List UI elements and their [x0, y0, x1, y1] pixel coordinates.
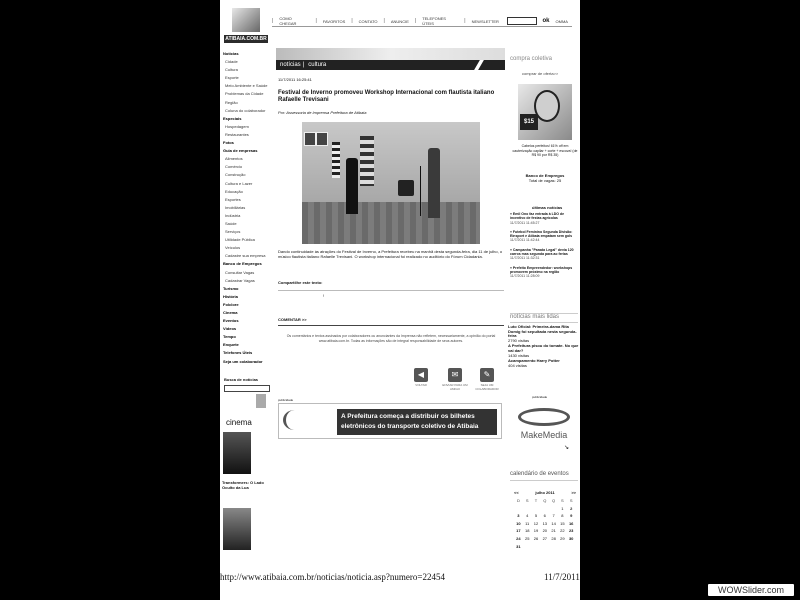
- calendar-weekday: Q: [543, 498, 547, 503]
- latest-news-headline: » Emil Ono faz entrada à LDO de incentivo de festas agrícolas: [510, 212, 565, 221]
- leftnav-item[interactable]: Banco de Empregos: [223, 261, 262, 267]
- most-read-views: 404 visitas: [508, 362, 527, 368]
- leftnav-item[interactable]: História: [223, 293, 238, 299]
- calendar-divider: [510, 480, 578, 481]
- leftnav-item[interactable]: Notícias: [223, 51, 239, 56]
- ad-banner-prefeitura[interactable]: [278, 403, 502, 439]
- calendar-weekday: D: [516, 498, 520, 503]
- calendar-weekday: S: [561, 498, 564, 503]
- calendar-day[interactable]: 1: [561, 505, 564, 511]
- calendar-day[interactable]: 27: [542, 535, 548, 541]
- comment-link[interactable]: COMENTAR >>: [278, 317, 307, 322]
- latest-news-date: 11/7/2011 11:28:09: [510, 274, 540, 279]
- share-label: Compartilhe este texto:: [278, 280, 323, 285]
- leftnav-item[interactable]: Esportes: [225, 196, 241, 202]
- calendar-day[interactable]: 19: [533, 528, 539, 534]
- leftnav-item[interactable]: Seja um colaborador: [223, 358, 263, 364]
- leftnav-item[interactable]: Alimentos: [225, 156, 243, 162]
- search-news-label: Busca de notícias: [224, 377, 259, 382]
- leftnav-item[interactable]: Guia de empresas: [223, 148, 258, 154]
- calendar-day[interactable]: 7: [552, 513, 555, 519]
- calendar-weekday: T: [534, 498, 538, 503]
- latest-news-date: 11/7/2011 11:45:27: [510, 220, 540, 225]
- calendar-day[interactable]: 15: [560, 520, 565, 526]
- latest-news-date: 11/7/2011 11:32:31: [510, 256, 540, 261]
- calendar-weekday: S: [569, 498, 573, 503]
- leftnav-item[interactable]: Meio Ambiente e Saúde: [225, 83, 268, 89]
- calendar-day[interactable]: 18: [524, 528, 530, 534]
- calendar-blank: [532, 505, 541, 513]
- page-url: http://www.atibaia.com.br/noticias/noticia.asp?numero=22454: [220, 572, 445, 582]
- slider-watermark[interactable]: WOWSlider.com: [708, 584, 794, 596]
- nav-contato[interactable]: CONTATO: [358, 18, 378, 24]
- leftnav-item[interactable]: Hospedagem: [225, 123, 249, 129]
- calendar-day[interactable]: 20: [542, 528, 548, 534]
- latest-news-title: últimas notícias: [532, 205, 563, 210]
- cinema-title: cinema: [226, 418, 252, 427]
- promo-image[interactable]: [518, 84, 572, 140]
- movie-caption[interactable]: Transformers: O Lado Oculto da Lua: [222, 480, 264, 490]
- ad-label-right: publicidade: [532, 395, 548, 399]
- back-button[interactable]: ◀ VOLTAR: [415, 370, 427, 387]
- most-read-item[interactable]: [508, 359, 580, 368]
- nav-anuncie[interactable]: ANUNCIE: [390, 18, 409, 24]
- latest-news-date: 11/7/2011 11:42:44: [510, 238, 540, 243]
- ad-label: publicidade: [278, 398, 294, 402]
- calendar-month: julho 2011: [535, 490, 555, 495]
- leftnav-item[interactable]: Cinema: [223, 310, 238, 315]
- leftnav-item[interactable]: Região: [225, 99, 238, 105]
- logo-mark: [232, 8, 260, 32]
- leftnav-item[interactable]: Indústria: [225, 212, 241, 218]
- leftnav-item[interactable]: Coluna do colaborador: [225, 107, 266, 113]
- banner-section: notícias: [280, 62, 301, 68]
- calendar-title: calendário de eventos: [510, 471, 569, 477]
- makemedia-ad[interactable]: [512, 404, 576, 446]
- jobs-box[interactable]: [512, 173, 578, 183]
- send-icon: ✉: [448, 368, 462, 382]
- latest-news-item[interactable]: [510, 230, 578, 243]
- makemedia-logo-icon: [518, 408, 570, 426]
- leftnav-item[interactable]: Tempo: [223, 334, 236, 340]
- most-read-headline: A Prefeitura pisou do tomate. No que vai dar?: [508, 343, 579, 353]
- calendar-weekday: Q: [552, 498, 556, 503]
- back-icon: ◀: [414, 368, 428, 382]
- ad-text: A Prefeitura começa a distribuir os bilhetes eletrônicos do transporte coletivo de Atibaia: [337, 409, 497, 435]
- calendar-day[interactable]: 23: [568, 528, 574, 534]
- leftnav-item[interactable]: Imobiliárias: [225, 204, 246, 210]
- calendar-blank: [549, 505, 558, 513]
- leftnav-item[interactable]: Vídeos: [223, 326, 237, 332]
- calendar-day[interactable]: 14: [551, 520, 556, 526]
- banner-graphic: [276, 48, 505, 60]
- leftnav-item[interactable]: Eventos: [223, 318, 239, 324]
- most-read-headline: Luto Oficial: Primeira-dama Rita Domig foi sepultada nesta segunda-feira: [508, 324, 577, 339]
- calendar-blank: [540, 505, 549, 513]
- article-actions: [408, 368, 504, 402]
- leftnav-item[interactable]: Fotos: [223, 140, 234, 146]
- calendar-day[interactable]: 30: [568, 535, 574, 541]
- latest-news-headline: » Prefeito Empreendedor: workshops promovem próximo na região: [510, 265, 573, 274]
- calendar-day[interactable]: 4: [526, 513, 529, 519]
- leftnav-item[interactable]: Folclore: [223, 301, 239, 307]
- leftnav-item[interactable]: Comércio: [225, 164, 243, 170]
- latest-news-item[interactable]: [510, 248, 578, 261]
- article-date: 11/7/2011 16:25:41: [278, 77, 312, 82]
- logo-text: ATIBAIA.COM.BR: [225, 36, 267, 42]
- calendar-grid: [514, 497, 576, 550]
- nav-como-chegar[interactable]: COMO CHEGAR: [279, 16, 297, 26]
- most-read-headline: Acampamento Harry Potter: [508, 358, 560, 364]
- search-news-input[interactable]: [224, 385, 270, 392]
- calendar-day[interactable]: 11: [525, 520, 530, 526]
- leftnav-item[interactable]: Cidade: [225, 59, 238, 65]
- leftnav-item[interactable]: Turismo: [223, 285, 239, 291]
- leftnav-item[interactable]: Saúde: [225, 220, 237, 226]
- nav-favoritos[interactable]: FAVORITOS: [322, 18, 346, 24]
- left-nav: [222, 50, 274, 366]
- leftnav-item[interactable]: Restaurantes: [225, 131, 249, 137]
- most-read-list: [508, 325, 580, 369]
- comment-divider: [278, 325, 504, 326]
- calendar-weekday: S: [525, 498, 529, 503]
- events-calendar: [514, 490, 576, 550]
- calendar-blank: [523, 505, 532, 513]
- calendar-day[interactable]: 31: [516, 543, 521, 549]
- article-body: Dando continuidade às atrações do Festival de Inverno, a Prefeitura recebeu na manhã desta segunda-feira, dia 11 de julho, o músico flautista italiano Rafaelle Trevisani. O workshop internacional foi realizado no auditório do Fórum Cidadania.: [278, 249, 503, 259]
- calendar-day[interactable]: 9: [570, 513, 573, 519]
- newsletter-input[interactable]: [507, 17, 537, 25]
- newsletter-ok-button[interactable]: ok: [542, 18, 550, 24]
- calendar-day[interactable]: 3: [517, 513, 520, 519]
- share-divider: [278, 290, 504, 291]
- leftnav-item[interactable]: Consultar Vagas: [225, 269, 255, 275]
- banner-bar: notícias | cultura: [276, 60, 505, 70]
- calendar-day[interactable]: 17: [516, 528, 521, 534]
- leftnav-item[interactable]: Utilidade Pública: [225, 237, 255, 243]
- section-banner: [276, 48, 505, 70]
- nav-omma[interactable]: OMMA: [555, 18, 568, 24]
- calendar-day[interactable]: 2: [570, 505, 573, 511]
- calendar-day[interactable]: 29: [560, 535, 565, 541]
- calendar-day[interactable]: 16: [568, 520, 574, 526]
- header-divider: [272, 26, 572, 27]
- calendar-blank: [514, 505, 523, 513]
- group-buy-title: compra coletiva: [510, 56, 553, 62]
- send-to-friend-button[interactable]: ✉ ENVIAR PARA UM AMIGO: [442, 370, 468, 391]
- calendar-day[interactable]: 21: [551, 528, 556, 534]
- leftnav-item[interactable]: Veículos: [225, 245, 241, 251]
- leftnav-item[interactable]: Cultura: [225, 67, 238, 73]
- leftnav-item[interactable]: Cadastre sua empresa: [225, 253, 266, 259]
- cursor-mark-icon: ↘: [564, 445, 570, 451]
- article-author: Por: Assessoria de Imprensa Prefeitura de Atibaia: [278, 110, 367, 115]
- calendar-day[interactable]: 28: [551, 535, 556, 541]
- leftnav-item[interactable]: Esporte: [225, 75, 239, 81]
- leftnav-item[interactable]: Educação: [225, 188, 243, 194]
- calendar-day[interactable]: 26: [533, 535, 539, 541]
- calendar-day[interactable]: 10: [516, 520, 521, 526]
- calendar-day[interactable]: 25: [524, 535, 530, 541]
- share-mark: !: [323, 293, 325, 298]
- latest-news-headline: » Campanha "Parada Legal" devia 120 carros mas segunda para ao ferias: [510, 247, 574, 257]
- comments-disclaimer: Os comentários e textos assinados por colaboradores ou anunciantes da Imprensa não refletem, necessariamente, a opinião do portal www.atibaia.com.br. Todas as informações são de integral responsabilidade de seus autores.: [286, 334, 496, 343]
- leftnav-item[interactable]: Problemas da Cidade: [225, 91, 264, 97]
- leftnav-item[interactable]: Especiais: [223, 115, 242, 121]
- contributor-button[interactable]: ✎ SEJA UM COLABORADOR: [475, 370, 499, 391]
- calendar-day[interactable]: 22: [560, 528, 565, 534]
- most-read-item[interactable]: [508, 325, 580, 343]
- leftnav-item[interactable]: Cultura e Lazer: [225, 180, 253, 186]
- leftnav-item[interactable]: Serviços: [225, 229, 241, 235]
- latest-news-list: [510, 212, 578, 284]
- nav-newsletter[interactable]: NEWSLETTER: [471, 18, 499, 24]
- most-read-title: notícias mais lidas: [510, 313, 578, 323]
- makemedia-text: MakeMedia: [520, 430, 568, 440]
- leftnav-item[interactable]: Enquete: [223, 342, 239, 348]
- top-nav: | COMO CHEGAR | FAVORITOS | CONTATO | ANUNCIE | TELEFONES ÚTEIS | NEWSLETTER ok OMMA: [272, 17, 572, 25]
- calendar-prev-button[interactable]: <<: [514, 490, 519, 495]
- jobs-title: Banco de Empregos: [525, 173, 565, 178]
- latest-news-item[interactable]: [510, 266, 578, 279]
- leftnav-item[interactable]: Telefones Úteis: [223, 350, 253, 356]
- prefeitura-logo-icon: [283, 410, 306, 430]
- contributor-icon: ✎: [480, 368, 494, 382]
- site-logo[interactable]: [224, 6, 268, 44]
- movie-poster-superman[interactable]: [223, 508, 251, 550]
- most-read-item[interactable]: [508, 344, 580, 358]
- movie-poster-transformers[interactable]: [223, 432, 251, 474]
- calendar-next-button[interactable]: >>: [571, 490, 576, 495]
- price-badge: $15: [520, 114, 538, 130]
- calendar-day[interactable]: 13: [542, 520, 548, 526]
- calendar-day[interactable]: 6: [543, 513, 546, 519]
- most-read-views: 2790 visitas: [508, 337, 530, 343]
- most-read-views: 1430 visitas: [508, 352, 530, 358]
- nav-telefones[interactable]: TELEFONES ÚTEIS: [422, 16, 446, 26]
- article-photo: [302, 122, 480, 244]
- print-date: 11/7/2011: [544, 572, 580, 582]
- calendar-day[interactable]: 5: [534, 513, 538, 519]
- jobs-total: Total de vagas: 25: [528, 178, 562, 183]
- calendar-day[interactable]: 12: [533, 520, 539, 526]
- article-title: Festival de Inverno promoveu Workshop Internacional com flautista italiano Rafaelle Trevisani: [278, 90, 495, 103]
- leftnav-item[interactable]: Cadastrar Vagas: [225, 277, 255, 283]
- calendar-day[interactable]: 8: [561, 513, 564, 519]
- banner-subsection: cultura: [308, 62, 327, 68]
- leftnav-item[interactable]: Construção: [225, 172, 246, 178]
- latest-news-item[interactable]: [510, 212, 578, 225]
- latest-news-headline: » Futebol Feminino Segunda Divisão: Einsport e Atibaia empatam sem gols: [510, 229, 573, 239]
- calendar-day[interactable]: 24: [516, 535, 521, 541]
- search-news-button[interactable]: [256, 394, 266, 408]
- scanned-page: [220, 0, 580, 600]
- promo-text[interactable]: Cabelos perfeitos! 61% off em cauterização capilar + corte + escova! (de R$ 90 por R$ 35): [512, 144, 578, 157]
- group-buy-link[interactable]: comprar de oferta>>: [522, 71, 559, 76]
